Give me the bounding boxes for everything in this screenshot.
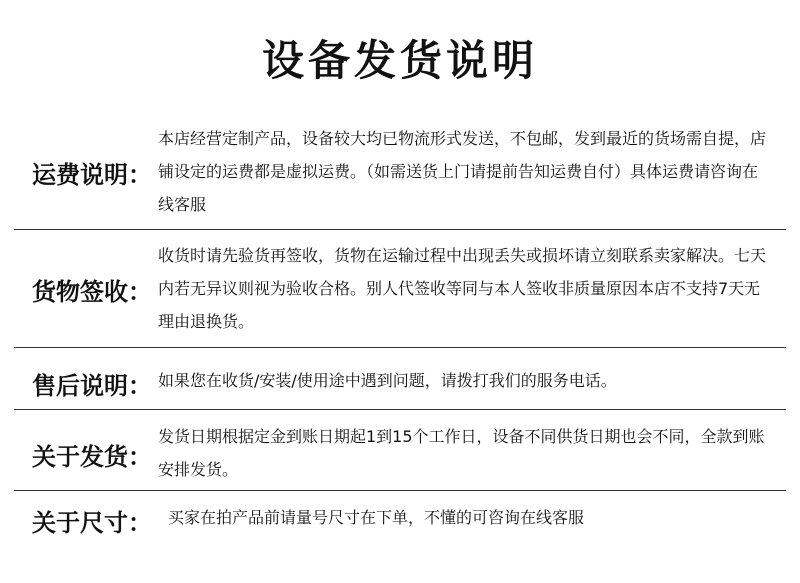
section-text-receipt: 收货时请先验货再签收，货物在运输过程中出现丢失或损坏请立刻联系卖家解决。七天内若无异议则视为验收合格。别人代签收等同与本人签收非质量原因本店不支持7天无理由退换货。 — [158, 246, 767, 331]
section-label-after-sales: 售后说明： — [32, 372, 152, 400]
section-label-delivery: 关于发货： — [32, 443, 152, 471]
section-label-receipt: 货物签收： — [32, 278, 152, 306]
section-label-size: 关于尺寸： — [32, 509, 152, 537]
divider — [14, 490, 786, 491]
divider — [14, 229, 786, 230]
section-text-after-sales: 如果您在收货/安装/使用途中遇到问题，请拨打我们的服务电话。 — [158, 371, 617, 390]
page-title: 设备发货说明 — [261, 36, 538, 85]
section-text-delivery: 发货日期根据定金到账日期起1到15个工作日，设备不同供货日期也会不同，全款到账安排发货。 — [158, 427, 765, 479]
divider — [14, 409, 786, 410]
section-text-size: 买家在拍产品前请量号尺寸在下单，不懂的可咨询在线客服 — [168, 508, 585, 527]
divider — [14, 347, 786, 348]
section-text-shipping-fee: 本店经营定制产品，设备较大均已物流形式发送，不包邮，发到最近的货场需自提，店铺设定的运费都是虚拟运费。（如需送货上门请提前告知运费自付）具体运费请咨询在线客服 — [158, 129, 767, 214]
section-label-shipping-fee: 运费说明： — [32, 161, 152, 189]
